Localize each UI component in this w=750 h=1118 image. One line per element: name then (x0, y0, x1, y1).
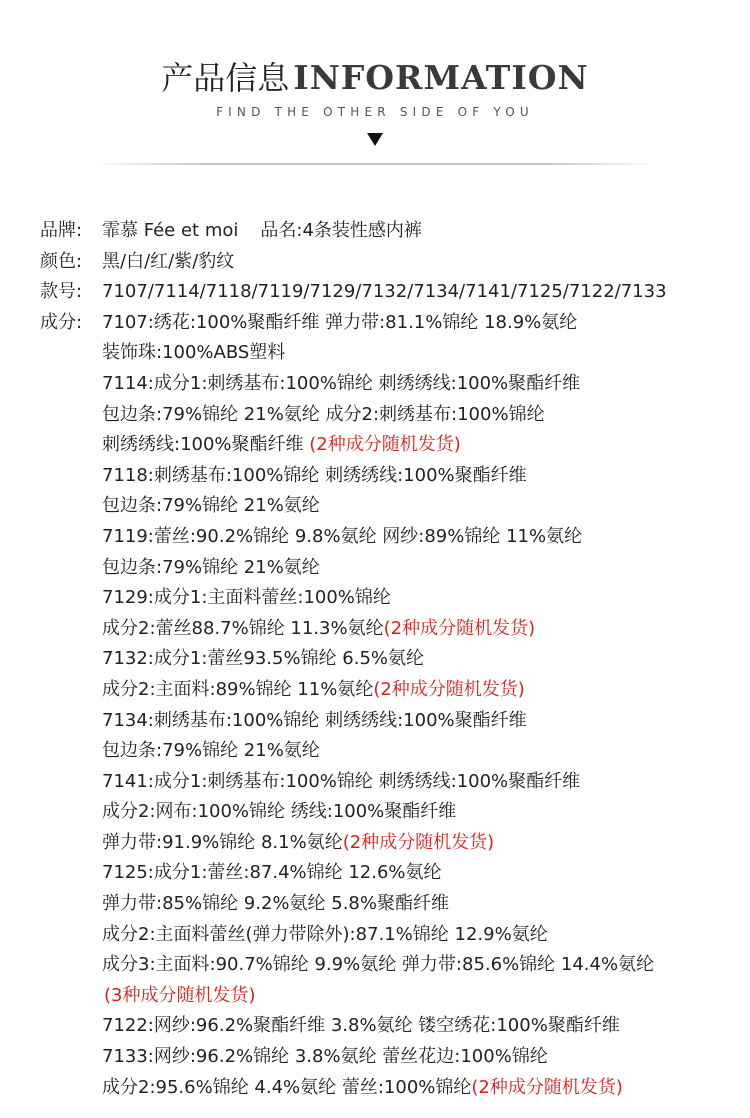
name-label: 品名: (260, 220, 303, 241)
composition-line: 包边条:79%锦纶 21%氨纶 (102, 556, 320, 578)
title-chinese: 产品信息 (161, 59, 290, 97)
random-shipping-note: (2种成分随机发货) (471, 1076, 623, 1098)
composition-line: 装饰珠:100%ABS塑料 (102, 342, 286, 364)
random-shipping-note: (3种成分随机发货) (104, 984, 256, 1006)
composition-line: 包边条:79%锦纶 21%氨纶 成分2:刺绣基布:100%锦纶 (102, 403, 545, 425)
composition-line: 7141:成分1:刺绣基布:100%锦纶 刺绣绣线:100%聚酯纤维 (102, 770, 581, 792)
info-header (0, 0, 750, 170)
composition-line: 7114:成分1:刺绣基布:100%锦纶 刺绣绣线:100%聚酯纤维 (102, 372, 581, 394)
composition-line: 成分2:蕾丝88.7%锦纶 11.3%氨纶(2种成分随机发货) (102, 617, 536, 639)
composition-line: 7129:成分1:主面料蕾丝:100%锦纶 (102, 587, 391, 609)
model-label: 款号: (40, 281, 83, 303)
name-value: 4条装性感内裤 (302, 220, 422, 241)
composition-line: 7125:成分1:蕾丝:87.4%锦纶 12.6%氨纶 (102, 862, 442, 884)
section-title (0, 54, 750, 108)
divider (92, 163, 658, 165)
composition-line: 成分2:主面料蕾丝(弹力带除外):87.1%锦纶 12.9%氨纶 (102, 923, 548, 945)
composition-line: 7107:绣花:100%聚酯纤维 弹力带:81.1%锦纶 18.9%氨纶 (102, 311, 578, 333)
brand-label: 品牌: (40, 220, 83, 241)
composition-line: 7118:刺绣基布:100%锦纶 刺绣绣线:100%聚酯纤维 (102, 464, 527, 486)
random-shipping-note: (2种成分随机发货) (383, 617, 536, 639)
brand-value: 霏慕 Fée et moi (102, 220, 239, 241)
brand-row (0, 216, 750, 247)
composition-line: 刺绣绣线:100%聚酯纤维 (2种成分随机发货) (102, 434, 461, 456)
product-info (0, 216, 750, 1103)
random-shipping-note: (2种成分随机发货) (373, 678, 525, 700)
composition-line: 7119:蕾丝:90.2%锦纶 9.8%氨纶 网纱:89%锦纶 11%氨纶 (102, 525, 583, 547)
composition-line: 7132:成分1:蕾丝93.5%锦纶 6.5%氨纶 (102, 648, 425, 670)
section-subtitle: FIND THE OTHER SIDE OF YOU (216, 105, 534, 119)
color-value: 黑/白/红/紫/豹纹 (102, 250, 235, 272)
color-row (0, 247, 750, 278)
composition-line: 7122:网纱:96.2%聚酯纤维 3.8%氨纶 镂空绣花:100%聚酯纤维 (102, 1015, 620, 1037)
composition-line: 包边条:79%锦纶 21%氨纶 (102, 740, 320, 762)
random-shipping-note: (2种成分随机发货) (309, 434, 461, 456)
composition-line: 包边条:79%锦纶 21%氨纶 (102, 495, 320, 517)
model-row (0, 277, 750, 308)
title-english: INFORMATION (293, 58, 589, 97)
composition-line: 成分3:主面料:90.7%锦纶 9.9%氨纶 弹力带:85.6%锦纶 14.4%氨纶 (102, 954, 655, 976)
composition-line (104, 981, 256, 1012)
composition-line: 弹力带:85%锦纶 9.2%氨纶 5.8%聚酯纤维 (102, 893, 449, 915)
composition-label: 成分: (40, 311, 83, 333)
composition-line: 成分2:网布:100%锦纶 绣线:100%聚酯纤维 (102, 801, 457, 823)
composition-line: 7134:刺绣基布:100%锦纶 刺绣绣线:100%聚酯纤维 (102, 709, 527, 731)
composition-label-row (0, 308, 750, 339)
composition-line: 7133:网纱:96.2%锦纶 3.8%氨纶 蕾丝花边:100%锦纶 (102, 1046, 548, 1068)
composition-line: 弹力带:91.9%锦纶 8.1%氨纶(2种成分随机发货) (102, 831, 495, 853)
down-arrow-icon (367, 133, 383, 146)
model-value: 7107/7114/7118/7119/7129/7132/7134/7141/7125/7122/7133 (102, 281, 667, 303)
color-label: 颜色: (40, 250, 83, 272)
random-shipping-note: (2种成分随机发货) (342, 831, 495, 853)
composition-line: 成分2:95.6%锦纶 4.4%氨纶 蕾丝:100%锦纶(2种成分随机发货) (102, 1076, 623, 1098)
composition-line: 成分2:主面料:89%锦纶 11%氨纶(2种成分随机发货) (102, 678, 525, 700)
